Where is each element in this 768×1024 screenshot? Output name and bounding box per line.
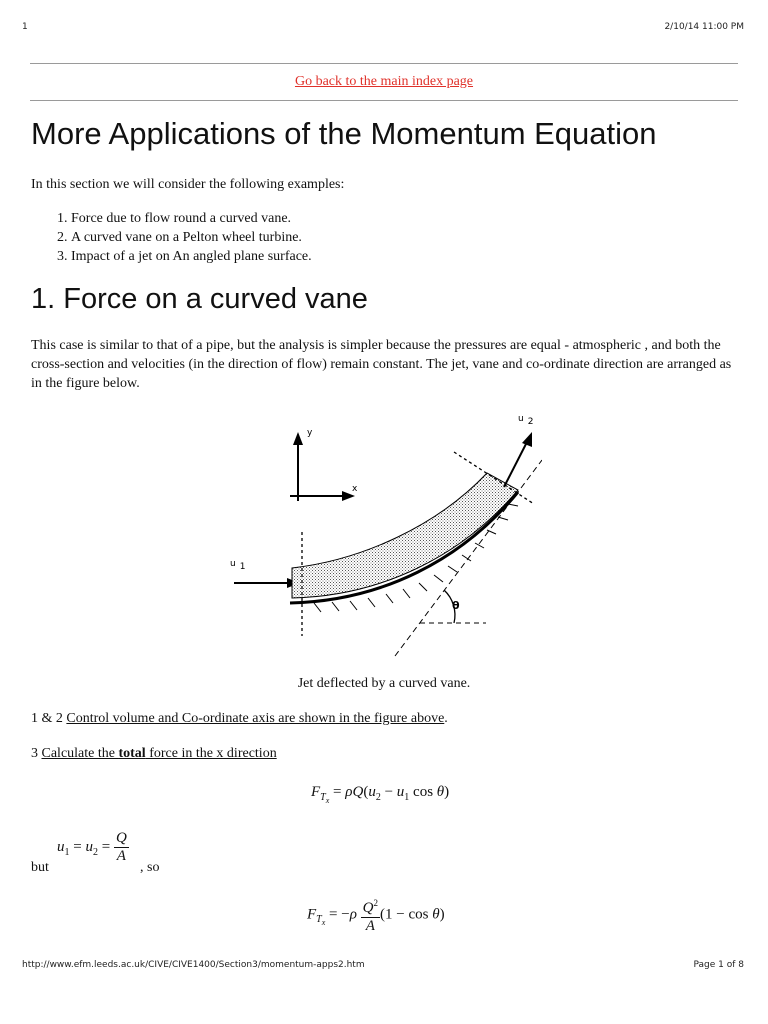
list-item: 1. Force due to flow round a curved vane.: [71, 209, 312, 228]
step-3-text: [42, 746, 277, 761]
step-1-2-text: Control volume and Co-ordinate axis are shown in the figure above: [66, 711, 445, 726]
u2-label: u: [518, 414, 524, 424]
print-datetime: 2/10/14 11:00 PM: [664, 22, 744, 32]
page-title: More Applications of the Momentum Equation: [31, 116, 657, 151]
bottom-divider: [30, 100, 738, 101]
step-3-pre-bold: Calculate the: [41, 746, 119, 761]
step-3-prefix: 3: [31, 746, 42, 761]
equation-total-force-x: $F_{T_x} = \rho Q(u_2 - u_1$ cos θ): [311, 784, 450, 805]
list-item: 3. Impact of a jet on An angled plane surface.: [71, 247, 312, 266]
step-3-bold: total: [118, 746, 146, 761]
section-heading: 1. Force on a curved vane: [31, 283, 368, 315]
step-3-post-bold: force in the x direction: [145, 746, 277, 761]
theta-label: θ: [452, 599, 460, 612]
x-axis-label: x: [352, 484, 358, 494]
but-word: but: [31, 860, 49, 875]
examples-list: [31, 209, 312, 266]
u1-label: u: [230, 559, 236, 569]
curved-vane-figure: [222, 408, 542, 663]
top-divider: [30, 63, 738, 64]
page-count: Page 1 of 8: [693, 960, 744, 970]
step-1-2: [31, 709, 448, 728]
page-number: 1: [22, 22, 28, 32]
list-item: 2. A curved vane on a Pelton wheel turbine.: [71, 228, 312, 247]
u1-subscript: 1: [239, 562, 246, 572]
source-url: http://www.efm.leeds.ac.uk/CIVE/CIVE1400/Section3/momentum-apps2.htm: [22, 960, 365, 970]
y-axis-label: y: [307, 428, 313, 438]
u2-subscript: 2: [527, 417, 534, 427]
intro-text: In this section we will consider the following examples:: [31, 177, 345, 192]
figure-caption: Jet deflected by a curved vane.: [297, 676, 471, 691]
step-1-2-suffix: .: [444, 711, 448, 726]
step-3: [31, 744, 277, 763]
svg-text:u2: [518, 414, 533, 427]
axes: [290, 432, 355, 501]
section-paragraph: This case is similar to that of a pipe, but the analysis is simpler because the pressures are equal - atmospheric , and both the cross-section and velocities (in the direction of flow) remain constant. The jet, vane and co-ordinate direction are arranged as in the figure below.: [31, 338, 732, 391]
equation-force-x-result: $F_{T_x} = -\rho$ $\frac{Q^2}{A}$ (1 − cos θ): [307, 895, 445, 935]
step-1-2-prefix: 1 & 2: [31, 711, 67, 726]
so-word: , so: [140, 860, 160, 875]
equation-velocity-equality: $u_1 = u_2$ = $\frac{Q}{A}$: [57, 830, 127, 864]
back-to-index-link[interactable]: Go back to the main index page: [294, 74, 474, 89]
svg-text:u1: [230, 559, 245, 572]
